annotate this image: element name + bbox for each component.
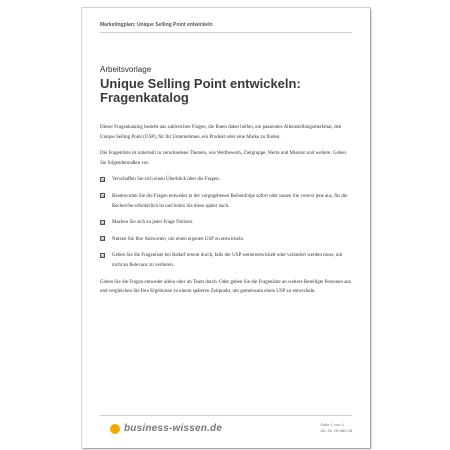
publisher-logo	[110, 423, 222, 434]
checklist-item-text: Verschaffen Sie sich einen Überblick über die Fragen.	[112, 177, 220, 183]
checklist	[100, 175, 352, 270]
checklist-item-text: Beantworten Sie die Fragen entweder in der vorgegebenen Reihenfolge sofort oder lassen Sie vorerst jene aus, für die Recherche erforderlich ist und holen Sie diese später nach.	[112, 193, 348, 209]
checklist-item	[100, 235, 352, 245]
footer-divider	[100, 415, 352, 416]
checklist-item-text: Machen Sie sich zu jeder Frage Notizen.	[112, 220, 194, 226]
header-divider	[100, 32, 352, 33]
logo-dot-icon	[110, 424, 120, 434]
closing-paragraph: Gehen Sie die Fragen entweder allein oder im Team durch. Oder geben Sie die Fragenliste an weitere Beteiligte Personen aus und vergleichen Sie Ihre Ergebnisse zu einem späteren Zeitpunkt, um gemeinsam einen USP zu entwickeln.	[100, 279, 351, 295]
document-body	[100, 123, 352, 304]
checklist-item	[100, 251, 352, 270]
page-number: Seite 1 von 4	[320, 422, 344, 427]
checkbox-icon: ☑	[101, 176, 106, 183]
document-title: Unique Selling Point entwickeln: Fragenkatalog	[100, 76, 301, 105]
checkbox-icon: ☑	[101, 193, 106, 200]
article-number: Art.-Nr. 06.089.38	[320, 428, 352, 433]
checkbox-icon: ☑	[101, 219, 106, 226]
checklist-item	[100, 218, 352, 228]
document-page	[82, 8, 370, 448]
checkbox-icon: ☑	[101, 236, 106, 243]
intro-paragraph: Dieser Fragenkatalog besteht aus zahlreichen Fragen, die Ihnen dabei helfen, ein passendes Alleinstellungsmerkmal, den Unique Selling Point (USP), für Ihr Unternehmen, ein Produkt oder eine Marke zu finden.	[100, 125, 342, 140]
logo-text: business-wissen.de	[124, 423, 223, 434]
lead-in-paragraph: Die Fragenliste ist unterteilt in verschiedene Themen, wie Wettbewerb, Zielgruppe, Werte und Mission und weitere. Gehen Sie folgendermaßen vor:	[100, 151, 346, 166]
checklist-item-text: Nutzen Sie Ihre Antworten, um einen eigenen USP zu entwickeln.	[112, 236, 245, 242]
checklist-item-text: Geben Sie die Fragenliste bei Bedarf erneut durch, falls der USP weiterentwickelt oder verändert werden muss, um nicht an Relevanz zu verlieren.	[112, 253, 343, 268]
checklist-item	[100, 175, 352, 185]
checklist-item	[100, 192, 352, 211]
checkbox-icon: ☑	[101, 252, 106, 259]
running-header: Marketingplan: Unique Selling Point entwickeln	[100, 22, 213, 28]
footer-info	[320, 422, 352, 434]
document-subtitle: Arbeitsvorlage	[100, 65, 152, 74]
